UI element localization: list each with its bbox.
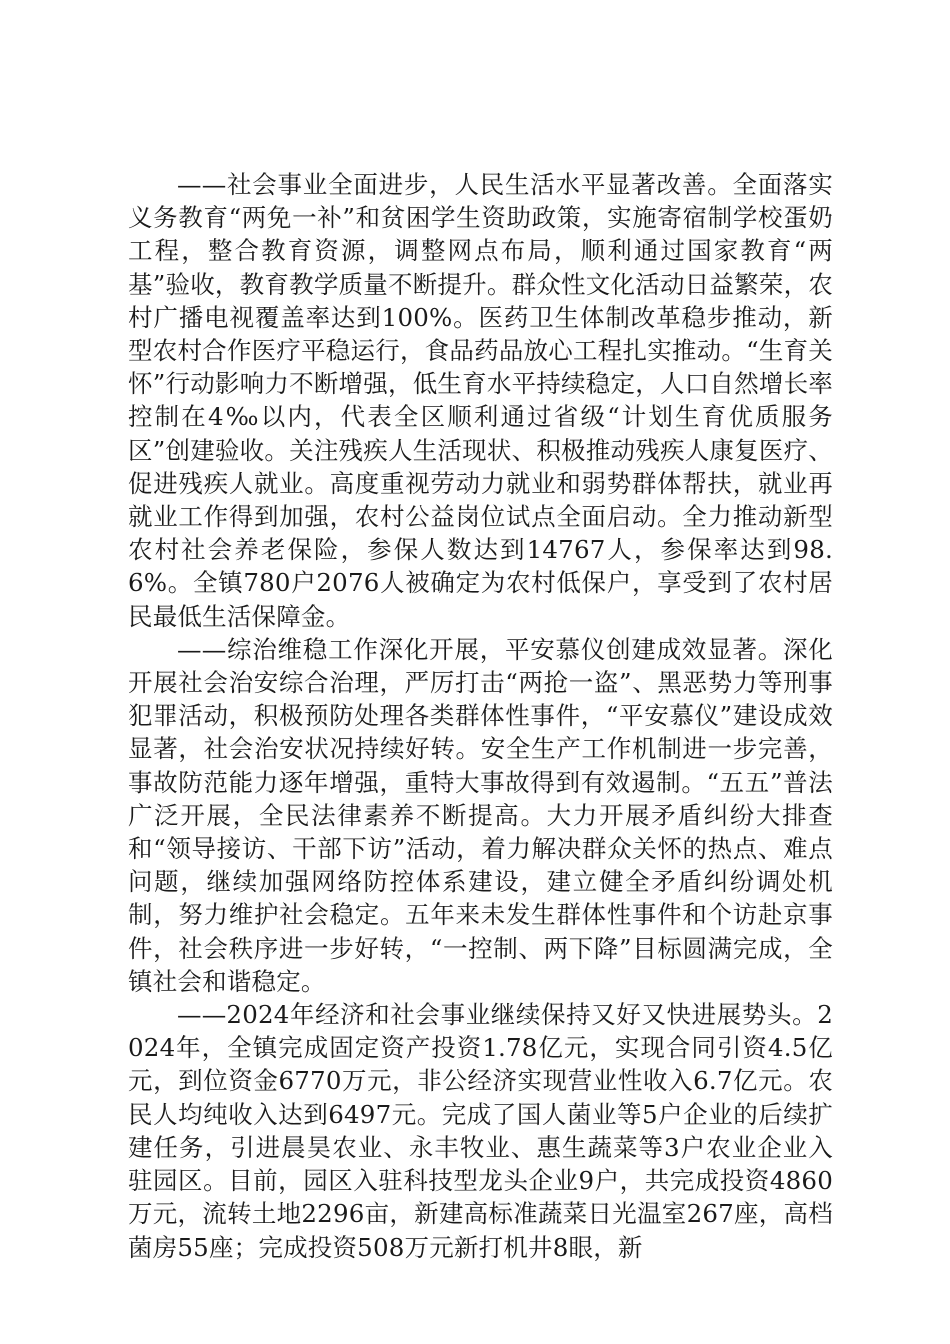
paragraph-2024-progress: ——2024年经济和社会事业继续保持又好又快进展势头。2024年，全镇完成固定资产投资1.78亿元，实现合同引资4.5亿元，到位资金6770万元，非公经济实现营业性收入6.7亿元。农民人均纯收入达到6497元。完成了国人菌业等5户企业的后续扩建任务，引进晨昊农业、永丰牧业、惠生蔬菜等3户农业企业入驻园区。目前，园区入驻科技型龙头企业9户，共完成投资4860万元，流转土地2296亩，新建高标准蔬菜日光温室267座，高档菌房55座；完成投资508万元新打机井8眼，新 bbox=[128, 1000, 833, 1262]
paragraph-public-security: ——综治维稳工作深化开展，平安慕仪创建成效显著。深化开展社会治安综合治理，严厉打击“两抢一盗”、黑恶势力等刑事犯罪活动，积极预防处理各类群体性事件，“平安慕仪”建设成效显著，社会治安状况持续好转。安全生产工作机制进一步完善，事故防范能力逐年增强，重特大事故得到有效遏制。“五五”普法广泛开展，全民法律素养不断提高。大力开展矛盾纠纷大排查和“领导接访、干部下访”活动，着力解决群众关怀的热点、难点问题，继续加强网络防控体系建设，建立健全矛盾纠纷调处机制，努力维护社会稳定。五年来未发生群体性事件和个访赴京事件，社会秩序进一步好转，“一控制、两下降”目标圆满完成，全镇社会和谐稳定。 bbox=[128, 634, 833, 996]
document-body bbox=[128, 168, 833, 1264]
paragraph-social-affairs: ——社会事业全面进步，人民生活水平显著改善。全面落实义务教育“两免一补”和贫困学生资助政策，实施寄宿制学校蛋奶工程，整合教育资源，调整网点布局，顺利通过国家教育“两基”验收，教育教学质量不断提升。群众性文化活动日益繁荣，农村广播电视覆盖率达到100%。医药卫生体制改革稳步推动，新型农村合作医疗平稳运行，食品药品放心工程扎实推动。“生育关怀”行动影响力不断增强，低生育水平持续稳定，人口自然增长率控制在4‰以内，代表全区顺利通过省级“计划生育优质服务区”创建验收。关注残疾人生活现状、积极推动残疾人康复医疗、促进残疾人就业。高度重视劳动力就业和弱势群体帮扶，就业再就业工作得到加强，农村公益岗位试点全面启动。全力推动新型农村社会养老保险，参保人数达到14767人，参保率达到98.6%。全镇780户2076人被确定为农村低保户，享受到了农村居民最低生活保障金。 bbox=[128, 170, 833, 631]
